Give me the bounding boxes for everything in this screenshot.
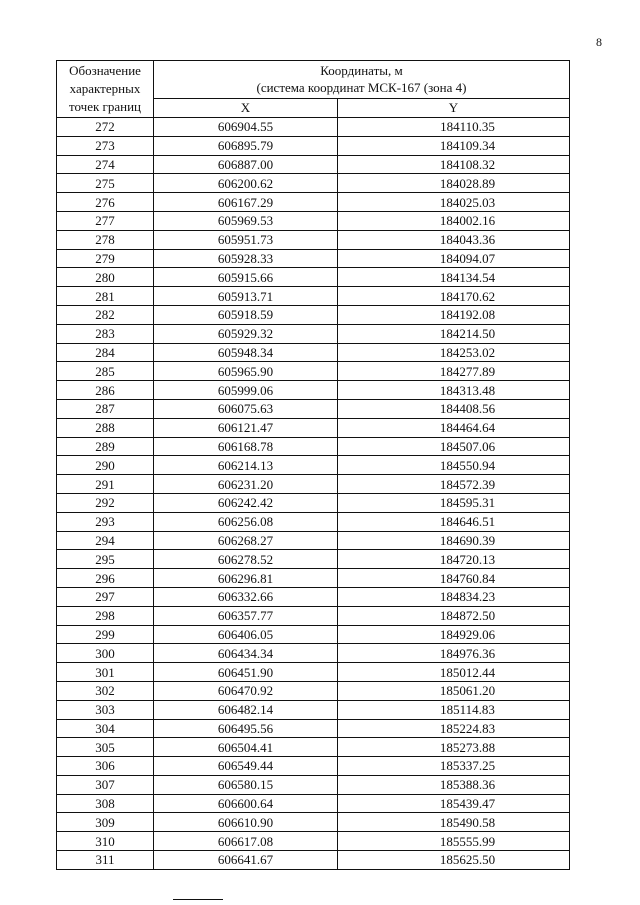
footer-divider <box>173 899 223 900</box>
x-column-header: X <box>154 98 338 117</box>
y-cell: 185555.99 <box>338 832 570 851</box>
x-cell: 606482.14 <box>154 700 338 719</box>
y-cell: 184834.23 <box>338 587 570 606</box>
point-cell: 293 <box>57 512 154 531</box>
point-cell: 311 <box>57 851 154 870</box>
point-cell: 291 <box>57 475 154 494</box>
point-cell: 297 <box>57 587 154 606</box>
x-cell: 606168.78 <box>154 437 338 456</box>
table-row <box>57 268 570 287</box>
point-cell: 272 <box>57 118 154 137</box>
y-cell: 184110.35 <box>338 118 570 137</box>
y-cell: 184109.34 <box>338 136 570 155</box>
point-cell: 290 <box>57 456 154 475</box>
table-row <box>57 681 570 700</box>
table-row <box>57 738 570 757</box>
table-row <box>57 305 570 324</box>
point-cell: 308 <box>57 794 154 813</box>
x-cell: 605951.73 <box>154 230 338 249</box>
point-cell: 279 <box>57 249 154 268</box>
y-cell: 184408.56 <box>338 399 570 418</box>
table-row <box>57 362 570 381</box>
point-cell: 304 <box>57 719 154 738</box>
table-row <box>57 287 570 306</box>
table-row <box>57 174 570 193</box>
x-cell: 606242.42 <box>154 493 338 512</box>
table-row <box>57 193 570 212</box>
point-cell: 286 <box>57 381 154 400</box>
point-cell: 309 <box>57 813 154 832</box>
y-cell: 184313.48 <box>338 381 570 400</box>
point-cell: 275 <box>57 174 154 193</box>
x-cell: 606895.79 <box>154 136 338 155</box>
point-cell: 301 <box>57 663 154 682</box>
y-cell: 185625.50 <box>338 851 570 870</box>
y-cell: 184192.08 <box>338 305 570 324</box>
table-row <box>57 851 570 870</box>
y-cell: 184108.32 <box>338 155 570 174</box>
x-cell: 605918.59 <box>154 305 338 324</box>
y-column-header: Y <box>338 98 570 117</box>
point-cell: 282 <box>57 305 154 324</box>
x-cell: 606296.81 <box>154 569 338 588</box>
x-cell: 606200.62 <box>154 174 338 193</box>
table-row <box>57 418 570 437</box>
x-cell: 605969.53 <box>154 211 338 230</box>
y-cell: 184976.36 <box>338 644 570 663</box>
x-cell: 606167.29 <box>154 193 338 212</box>
point-cell: 296 <box>57 569 154 588</box>
y-cell: 184277.89 <box>338 362 570 381</box>
x-cell: 606549.44 <box>154 757 338 776</box>
table-row <box>57 230 570 249</box>
y-cell: 184002.16 <box>338 211 570 230</box>
y-cell: 184214.50 <box>338 324 570 343</box>
x-cell: 606610.90 <box>154 813 338 832</box>
point-cell: 284 <box>57 343 154 362</box>
table-row <box>57 136 570 155</box>
point-header-line: Обозначение <box>69 63 141 78</box>
point-cell: 276 <box>57 193 154 212</box>
coordinates-header-line: Координаты, м <box>320 63 403 79</box>
point-cell: 273 <box>57 136 154 155</box>
point-cell: 287 <box>57 399 154 418</box>
table-row <box>57 550 570 569</box>
table-row <box>57 324 570 343</box>
x-cell: 605999.06 <box>154 381 338 400</box>
point-cell: 300 <box>57 644 154 663</box>
y-cell: 185273.88 <box>338 738 570 757</box>
table-row <box>57 249 570 268</box>
y-cell: 184595.31 <box>338 493 570 512</box>
table-row <box>57 512 570 531</box>
table-row <box>57 155 570 174</box>
x-cell: 606887.00 <box>154 155 338 174</box>
table-row <box>57 719 570 738</box>
table-row <box>57 456 570 475</box>
table-row <box>57 118 570 137</box>
x-cell: 606332.66 <box>154 587 338 606</box>
table-row <box>57 832 570 851</box>
table-row <box>57 757 570 776</box>
y-cell: 184025.03 <box>338 193 570 212</box>
x-cell: 605913.71 <box>154 287 338 306</box>
y-cell: 185012.44 <box>338 663 570 682</box>
coordinates-table <box>56 60 570 870</box>
x-cell: 605965.90 <box>154 362 338 381</box>
coordinates-column-header <box>154 61 570 99</box>
table-row <box>57 343 570 362</box>
y-cell: 185490.58 <box>338 813 570 832</box>
point-cell: 292 <box>57 493 154 512</box>
point-cell: 299 <box>57 625 154 644</box>
point-cell: 281 <box>57 287 154 306</box>
y-cell: 184572.39 <box>338 475 570 494</box>
y-cell: 185114.83 <box>338 700 570 719</box>
point-header-line: точек границ <box>68 99 142 114</box>
point-cell: 285 <box>57 362 154 381</box>
point-column-header <box>57 61 154 118</box>
x-cell: 606406.05 <box>154 625 338 644</box>
x-cell: 606357.77 <box>154 606 338 625</box>
point-cell: 277 <box>57 211 154 230</box>
y-cell: 184720.13 <box>338 550 570 569</box>
y-cell: 184760.84 <box>338 569 570 588</box>
y-cell: 185388.36 <box>338 775 570 794</box>
table-row <box>57 211 570 230</box>
x-cell: 606231.20 <box>154 475 338 494</box>
table-row <box>57 813 570 832</box>
x-cell: 606278.52 <box>154 550 338 569</box>
y-cell: 185224.83 <box>338 719 570 738</box>
point-header-line: характерных <box>69 81 141 96</box>
table-row <box>57 569 570 588</box>
y-cell: 184929.06 <box>338 625 570 644</box>
point-cell: 283 <box>57 324 154 343</box>
x-cell: 606600.64 <box>154 794 338 813</box>
x-cell: 605928.33 <box>154 249 338 268</box>
x-cell: 606641.67 <box>154 851 338 870</box>
point-cell: 294 <box>57 531 154 550</box>
x-cell: 606434.34 <box>154 644 338 663</box>
coordinates-table-body <box>57 118 570 870</box>
y-cell: 184028.89 <box>338 174 570 193</box>
x-cell: 606495.56 <box>154 719 338 738</box>
table-row <box>57 794 570 813</box>
point-cell: 289 <box>57 437 154 456</box>
y-cell: 184134.54 <box>338 268 570 287</box>
x-cell: 606580.15 <box>154 775 338 794</box>
y-cell: 184550.94 <box>338 456 570 475</box>
table-row <box>57 531 570 550</box>
table-row <box>57 663 570 682</box>
x-cell: 605948.34 <box>154 343 338 362</box>
x-cell: 606268.27 <box>154 531 338 550</box>
point-cell: 305 <box>57 738 154 757</box>
y-cell: 184253.02 <box>338 343 570 362</box>
y-cell: 184646.51 <box>338 512 570 531</box>
point-cell: 307 <box>57 775 154 794</box>
x-cell: 606504.41 <box>154 738 338 757</box>
y-cell: 184094.07 <box>338 249 570 268</box>
y-cell: 185337.25 <box>338 757 570 776</box>
y-cell: 184690.39 <box>338 531 570 550</box>
point-cell: 278 <box>57 230 154 249</box>
y-cell: 185061.20 <box>338 681 570 700</box>
table-row <box>57 493 570 512</box>
x-cell: 605915.66 <box>154 268 338 287</box>
table-row <box>57 475 570 494</box>
y-cell: 184464.64 <box>338 418 570 437</box>
table-row <box>57 644 570 663</box>
point-cell: 295 <box>57 550 154 569</box>
table-row <box>57 700 570 719</box>
table-row <box>57 625 570 644</box>
y-cell: 185439.47 <box>338 794 570 813</box>
x-cell: 606256.08 <box>154 512 338 531</box>
point-cell: 280 <box>57 268 154 287</box>
table-row <box>57 606 570 625</box>
x-cell: 606904.55 <box>154 118 338 137</box>
coordinates-header-line: (система координат МСК-167 (зона 4) <box>256 80 467 96</box>
x-cell: 606214.13 <box>154 456 338 475</box>
point-cell: 288 <box>57 418 154 437</box>
y-cell: 184170.62 <box>338 287 570 306</box>
table-row <box>57 775 570 794</box>
x-cell: 605929.32 <box>154 324 338 343</box>
table-row <box>57 587 570 606</box>
y-cell: 184043.36 <box>338 230 570 249</box>
point-cell: 303 <box>57 700 154 719</box>
x-cell: 606121.47 <box>154 418 338 437</box>
point-cell: 306 <box>57 757 154 776</box>
point-cell: 274 <box>57 155 154 174</box>
point-cell: 302 <box>57 681 154 700</box>
point-cell: 298 <box>57 606 154 625</box>
x-cell: 606470.92 <box>154 681 338 700</box>
page-number: 8 <box>596 35 602 49</box>
table-row <box>57 437 570 456</box>
point-cell: 310 <box>57 832 154 851</box>
y-cell: 184872.50 <box>338 606 570 625</box>
x-cell: 606451.90 <box>154 663 338 682</box>
y-cell: 184507.06 <box>338 437 570 456</box>
table-row <box>57 399 570 418</box>
table-row <box>57 381 570 400</box>
x-cell: 606617.08 <box>154 832 338 851</box>
x-cell: 606075.63 <box>154 399 338 418</box>
